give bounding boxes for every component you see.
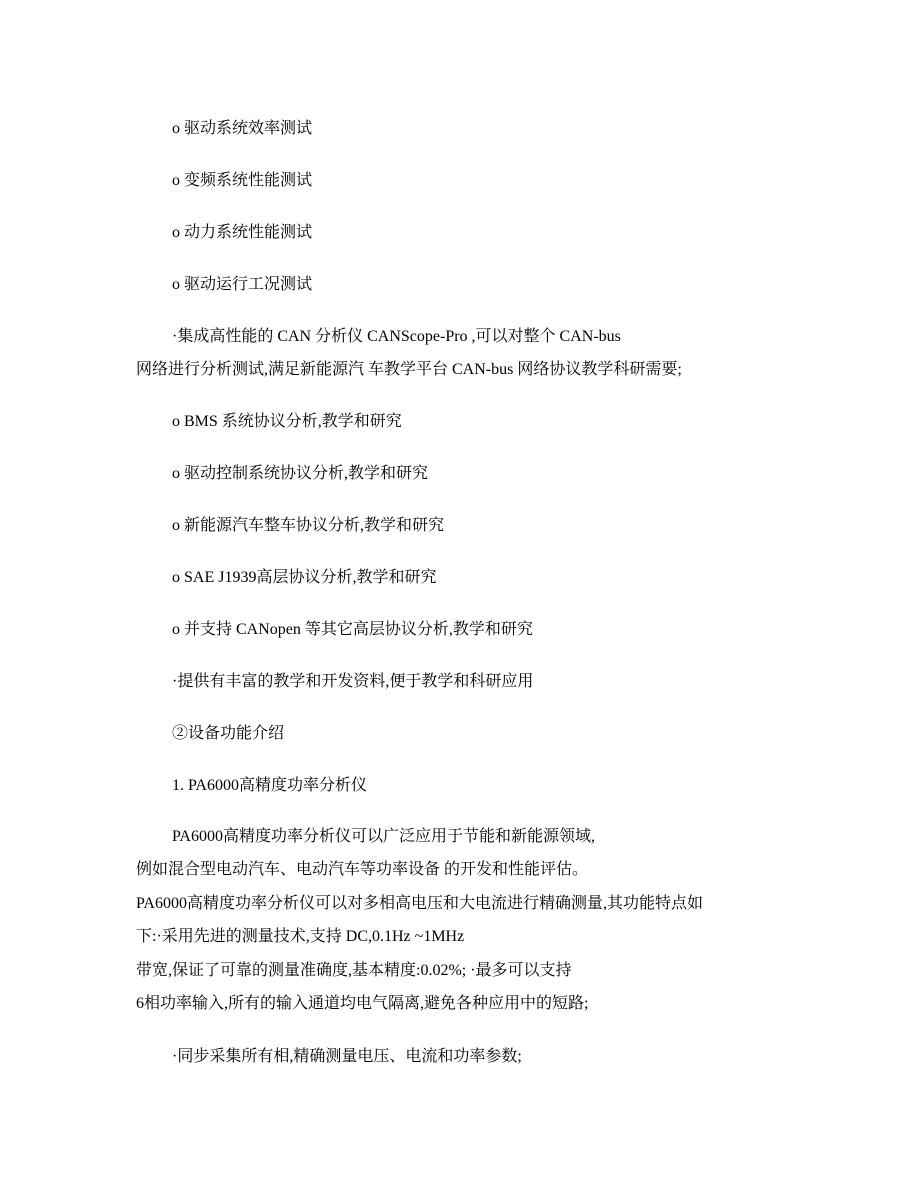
- bullet-can-analyzer-continued: 网络进行分析测试,满足新能源汽 车教学平台 CAN-bus 网络协议教学科研需要;: [136, 361, 682, 378]
- list-item-drive-control-protocol: o 驱动控制系统协议分析,教学和研究: [172, 465, 429, 482]
- list-item-j1939-protocol: o SAE J1939高层协议分析,教学和研究: [172, 569, 437, 586]
- bullet-teaching-materials: ·提供有丰富的教学和开发资料,便于教学和科研应用: [172, 673, 534, 690]
- list-item-drive-efficiency: o 驱动系统效率测试: [172, 120, 313, 137]
- subsection-heading-pa6000: 1. PA6000高精度功率分析仪: [172, 777, 367, 794]
- list-item-bms-protocol: o BMS 系统协议分析,教学和研究: [172, 413, 402, 430]
- paragraph-line-3: PA6000高精度功率分析仪可以对多相高电压和大电流进行精确测量,其功能特点如: [136, 895, 703, 912]
- section-heading-device-functions: ②设备功能介绍: [172, 725, 285, 742]
- list-item-inverter-performance: o 变频系统性能测试: [172, 172, 313, 189]
- list-item-canopen-protocol: o 并支持 CANopen 等其它高层协议分析,教学和研究: [172, 621, 533, 638]
- list-item-power-performance: o 动力系统性能测试: [172, 224, 313, 241]
- list-item-vehicle-protocol: o 新能源汽车整车协议分析,教学和研究: [172, 517, 445, 534]
- paragraph-line-5: 带宽,保证了可靠的测量准确度,基本精度:0.02%; ·最多可以支持: [136, 962, 572, 979]
- paragraph-line-6: 6相功率输入,所有的输入通道均电气隔离,避免各种应用中的短路;: [136, 995, 589, 1012]
- list-item-drive-conditions: o 驱动运行工况测试: [172, 276, 313, 293]
- paragraph-line-1: PA6000高精度功率分析仪可以广泛应用于节能和新能源领域,: [172, 828, 595, 845]
- paragraph-line-2: 例如混合型电动汽车、电动汽车等功率设备 的开发和性能评估。: [136, 861, 589, 878]
- bullet-sync-acquisition: ·同步采集所有相,精确测量电压、电流和功率参数;: [172, 1048, 522, 1065]
- paragraph-line-4: 下:·采用先进的测量技术,支持 DC,0.1Hz ~1MHz: [136, 928, 465, 945]
- bullet-can-analyzer: ·集成高性能的 CAN 分析仪 CANScope-Pro ,可以对整个 CAN-bus: [172, 328, 621, 345]
